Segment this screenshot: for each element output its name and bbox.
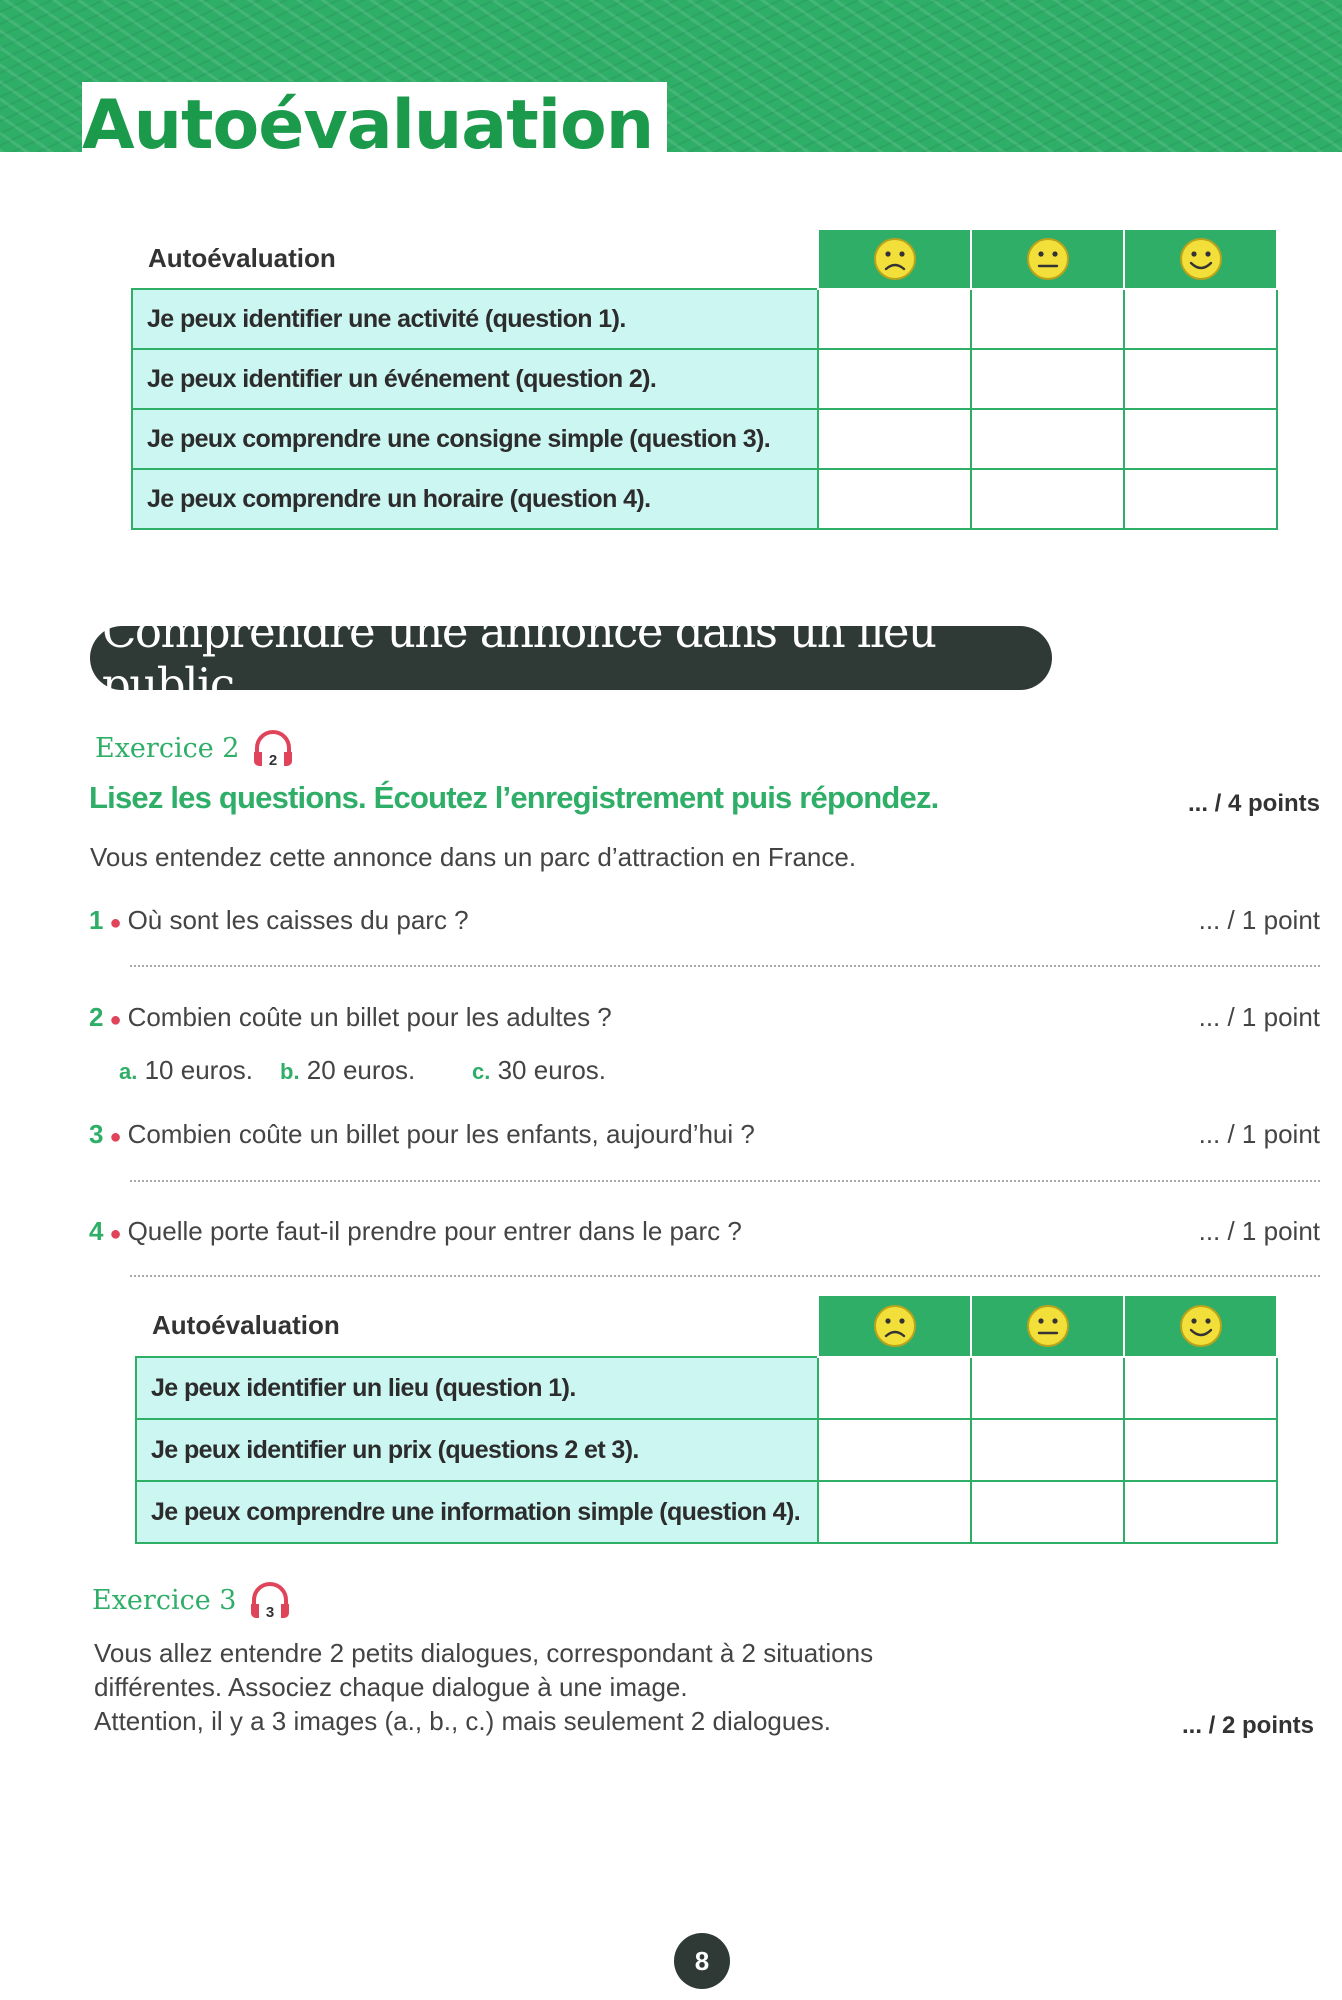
question-number: 2 bbox=[89, 1002, 104, 1032]
happy-face-column bbox=[1124, 1295, 1277, 1357]
checkbox-sad[interactable] bbox=[818, 409, 971, 469]
checkbox-neutral[interactable] bbox=[971, 1357, 1124, 1419]
choice-text: 20 euros. bbox=[306, 1055, 416, 1085]
question-4 bbox=[89, 1216, 742, 1247]
question-number: 4 bbox=[89, 1216, 104, 1246]
track-number: 2 bbox=[269, 752, 278, 768]
sad-face-column bbox=[818, 229, 971, 289]
section-title: Comprendre une annonce dans un lieu public bbox=[90, 626, 1052, 690]
row-label: Je peux identifier un lieu (question 1). bbox=[136, 1357, 818, 1419]
sad-face-icon bbox=[873, 237, 917, 281]
checkbox-happy[interactable] bbox=[1124, 1481, 1277, 1543]
table-row bbox=[136, 1419, 1277, 1481]
question-1 bbox=[89, 905, 469, 936]
exercise-3-instructions bbox=[94, 1636, 873, 1738]
checkbox-sad[interactable] bbox=[818, 349, 971, 409]
row-label: Je peux comprendre une information simple (question 4). bbox=[136, 1481, 818, 1543]
question-2 bbox=[89, 1002, 612, 1033]
exercise-3-title: Exercice 3 bbox=[92, 1584, 237, 1616]
checkbox-sad[interactable] bbox=[818, 1481, 971, 1543]
checkbox-sad[interactable] bbox=[818, 1357, 971, 1419]
track-number: 3 bbox=[266, 1604, 275, 1620]
table-row bbox=[132, 409, 1277, 469]
sad-face-icon bbox=[873, 1304, 917, 1348]
instruction-line: Attention, il y a 3 images (a., b., c.) mais seulement 2 dialogues. bbox=[94, 1706, 832, 1736]
question-4-points: ... / 1 point bbox=[1198, 1216, 1320, 1246]
neutral-face-column bbox=[971, 1295, 1124, 1357]
bullet-icon: ● bbox=[109, 1126, 122, 1148]
checkbox-sad[interactable] bbox=[818, 1419, 971, 1481]
table-heading: Autoévaluation bbox=[148, 243, 336, 273]
checkbox-neutral[interactable] bbox=[971, 349, 1124, 409]
row-label: Je peux identifier un événement (question 2). bbox=[132, 349, 818, 409]
neutral-face-icon bbox=[1026, 237, 1070, 281]
table-row bbox=[132, 289, 1277, 349]
question-3-points: ... / 1 point bbox=[1198, 1119, 1320, 1149]
sad-face-column bbox=[818, 1295, 971, 1357]
self-assessment-table-2 bbox=[135, 1294, 1278, 1544]
question-text: Où sont les caisses du parc ? bbox=[127, 905, 469, 935]
question-text: Combien coûte un billet pour les enfants, aujourd’hui ? bbox=[127, 1119, 755, 1149]
table-heading: Autoévaluation bbox=[152, 1310, 340, 1340]
happy-face-icon bbox=[1179, 237, 1223, 281]
choice-letter: b. bbox=[280, 1059, 300, 1084]
headphones-icon[interactable] bbox=[251, 728, 295, 768]
bullet-icon: ● bbox=[109, 1223, 122, 1245]
checkbox-neutral[interactable] bbox=[971, 469, 1124, 529]
table-row bbox=[136, 1481, 1277, 1543]
exercise-2-intro: Vous entendez cette annonce dans un parc d’attraction en France. bbox=[90, 842, 857, 872]
table-header-row bbox=[136, 1295, 1277, 1357]
checkbox-happy[interactable] bbox=[1124, 289, 1277, 349]
headphones-icon[interactable] bbox=[248, 1580, 292, 1620]
exercise-2-total-points: ... / 4 points bbox=[1187, 790, 1320, 817]
happy-face-icon bbox=[1179, 1304, 1223, 1348]
choice-b[interactable] bbox=[280, 1055, 415, 1086]
happy-face-column bbox=[1124, 229, 1277, 289]
table-header-row bbox=[132, 229, 1277, 289]
choice-letter: c. bbox=[472, 1059, 491, 1084]
instruction-line: différentes. Associez chaque dialogue à une image. bbox=[94, 1672, 688, 1702]
table-row bbox=[136, 1357, 1277, 1419]
instruction-line: Vous allez entendre 2 petits dialogues, correspondant à 2 situations bbox=[94, 1638, 874, 1668]
bullet-icon: ● bbox=[109, 912, 122, 934]
exercise-3-label bbox=[92, 1580, 292, 1620]
neutral-face-icon bbox=[1026, 1304, 1070, 1348]
bullet-icon: ● bbox=[109, 1009, 122, 1031]
question-2-points: ... / 1 point bbox=[1198, 1002, 1320, 1032]
page-title: Autoévaluation bbox=[82, 82, 667, 160]
table-row bbox=[132, 469, 1277, 529]
checkbox-happy[interactable] bbox=[1124, 1419, 1277, 1481]
checkbox-happy[interactable] bbox=[1124, 349, 1277, 409]
page-number: 8 bbox=[674, 1933, 730, 1989]
checkbox-neutral[interactable] bbox=[971, 1481, 1124, 1543]
checkbox-sad[interactable] bbox=[818, 469, 971, 529]
row-label: Je peux comprendre une consigne simple (question 3). bbox=[132, 409, 818, 469]
question-text: Combien coûte un billet pour les adultes ? bbox=[127, 1002, 612, 1032]
answer-line-4[interactable] bbox=[130, 1275, 1320, 1277]
question-number: 3 bbox=[89, 1119, 104, 1149]
choice-text: 30 euros. bbox=[497, 1055, 606, 1085]
choice-a[interactable] bbox=[119, 1055, 253, 1086]
answer-line-3[interactable] bbox=[130, 1180, 1320, 1182]
checkbox-happy[interactable] bbox=[1124, 409, 1277, 469]
checkbox-happy[interactable] bbox=[1124, 1357, 1277, 1419]
choice-text: 10 euros. bbox=[144, 1055, 253, 1085]
neutral-face-column bbox=[971, 229, 1124, 289]
exercise-2-instruction: Lisez les questions. Écoutez l’enregistrement puis répondez. bbox=[89, 780, 939, 815]
checkbox-neutral[interactable] bbox=[971, 1419, 1124, 1481]
exercise-2-label bbox=[95, 728, 295, 768]
question-text: Quelle porte faut-il prendre pour entrer dans le parc ? bbox=[127, 1216, 742, 1246]
checkbox-neutral[interactable] bbox=[971, 409, 1124, 469]
checkbox-sad[interactable] bbox=[818, 289, 971, 349]
question-3 bbox=[89, 1119, 755, 1150]
row-label: Je peux comprendre un horaire (question 4). bbox=[132, 469, 818, 529]
answer-line-1[interactable] bbox=[130, 965, 1320, 967]
checkbox-happy[interactable] bbox=[1124, 469, 1277, 529]
choice-c[interactable] bbox=[472, 1055, 606, 1086]
checkbox-neutral[interactable] bbox=[971, 289, 1124, 349]
row-label: Je peux identifier un prix (questions 2 et 3). bbox=[136, 1419, 818, 1481]
question-1-points: ... / 1 point bbox=[1198, 905, 1320, 935]
choice-letter: a. bbox=[119, 1059, 138, 1084]
table-row bbox=[132, 349, 1277, 409]
exercise-3-total-points: ... / 2 points bbox=[1181, 1712, 1314, 1739]
row-label: Je peux identifier une activité (question 1). bbox=[132, 289, 818, 349]
self-assessment-table-1 bbox=[131, 228, 1278, 530]
question-number: 1 bbox=[89, 905, 104, 935]
exercise-2-title: Exercice 2 bbox=[95, 732, 240, 764]
